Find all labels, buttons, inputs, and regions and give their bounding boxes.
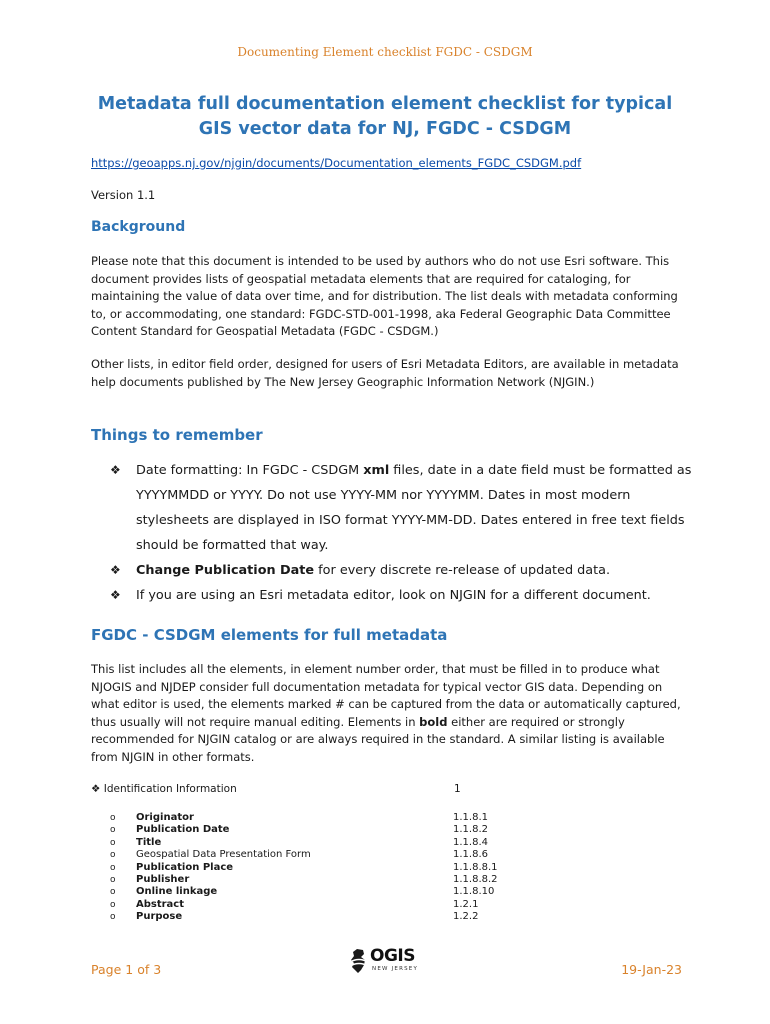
document-url-link[interactable]: https://geoapps.nj.gov/njgin/documents/Documentation_elements_FGDC_CSDGM.pdf — [91, 156, 582, 170]
background-heading: Background — [91, 219, 186, 235]
circle-bullet-icon: o — [110, 874, 116, 885]
list-item — [110, 583, 700, 608]
element-name: Publication Date — [136, 824, 230, 836]
list-item — [110, 558, 700, 583]
element-code: 1.1.8.4 — [453, 836, 488, 848]
circle-bullet-icon: o — [110, 887, 116, 898]
circle-bullet-icon: o — [110, 899, 116, 910]
fgdc-elements-paragraph — [91, 661, 691, 766]
element-name: Geospatial Data Presentation Form — [136, 849, 311, 861]
page-current: 1 — [125, 962, 134, 977]
circle-bullet-icon: o — [110, 862, 116, 873]
element-row — [110, 899, 530, 911]
bullet-bold-text: xml — [363, 463, 390, 478]
page-word: Page — [91, 962, 122, 977]
page-number — [91, 962, 161, 977]
identification-label-text: Identification Information — [103, 783, 237, 795]
element-name: Purpose — [136, 911, 183, 923]
version-label: Version 1.1 — [91, 188, 156, 202]
element-row — [110, 874, 530, 886]
element-code: 1.1.8.2 — [453, 824, 488, 836]
diamond-bullet-icon: ❖ — [110, 463, 121, 477]
ogis-logo — [348, 946, 420, 978]
element-code: 1.2.2 — [453, 911, 479, 923]
element-row — [110, 849, 530, 861]
element-row — [110, 862, 530, 874]
fgdc-elements-heading: FGDC - CSDGM elements for full metadata — [91, 626, 448, 644]
element-code: 1.1.8.8.1 — [453, 861, 498, 873]
identification-number: 1 — [454, 783, 461, 795]
circle-bullet-icon: o — [110, 850, 116, 861]
document-title: Metadata full documentation element checklist for typical GIS vector data for NJ, FGDC - CSDGM — [97, 94, 673, 139]
element-name: Online linkage — [136, 886, 218, 898]
logo-subtext: NEW JERSEY — [372, 966, 419, 972]
page-of-word: of — [137, 962, 150, 977]
element-name: Abstract — [136, 898, 185, 910]
paragraph-text: either are required or strongly recommended for NJGIN catalog or are always required in the standard. A similar listing is available from NJGIN in other formats. — [91, 714, 665, 764]
things-to-remember-heading: Things to remember — [91, 426, 263, 444]
element-list — [110, 812, 530, 924]
diamond-bullet-icon: ❖ — [110, 563, 121, 577]
bullet-text: for every discrete re-release of updated data. — [314, 563, 611, 578]
bullet-text: If you are using an Esri metadata editor, look on NJGIN for a different document. — [136, 588, 651, 603]
element-code: 1.1.8.1 — [453, 812, 488, 823]
element-name: Originator — [136, 812, 194, 823]
element-name: Publication Place — [136, 861, 234, 873]
things-to-remember-list — [110, 458, 700, 608]
nj-state-shape-icon — [348, 948, 370, 974]
circle-bullet-icon: o — [110, 837, 116, 848]
circle-bullet-icon: o — [110, 813, 116, 823]
element-row — [110, 812, 530, 824]
element-row — [110, 911, 530, 923]
diamond-bullet-icon: ❖ — [91, 783, 104, 795]
background-paragraph-1: Please note that this document is intended to be used by authors who do not use Esri software. This document provides lists of geospatial metadata elements that are required for cataloging, for maintaining the value of data over time, and for distribution. The list deals with metadata conforming to, or accommodating, one standard: FGDC-STD-001-1998, aka Federal Geographic Data Committee Content Standard for Geospatial Metadata (FGDC - CSDGM.) — [91, 254, 678, 338]
bullet-text: files, date in a date field must be formatted as YYYYMMDD or YYYY. Do not use YYYY-MM nor YYYYMM. Dates in most modern stylesheets are displayed in ISO format YYYY-MM-DD. Dates entered in free text fields should be formatted that way. — [136, 463, 692, 553]
element-code: 1.1.8.6 — [453, 849, 488, 861]
running-header: Documenting Element checklist FGDC - CSDGM — [237, 45, 533, 59]
element-code: 1.1.8.8.2 — [453, 873, 498, 885]
logo-text: OGIS — [370, 946, 415, 966]
page-total: 3 — [153, 962, 162, 977]
element-row — [110, 837, 530, 849]
element-code: 1.2.1 — [453, 898, 479, 910]
element-name: Publisher — [136, 873, 190, 885]
circle-bullet-icon: o — [110, 912, 116, 923]
circle-bullet-icon: o — [110, 825, 116, 836]
element-name: Title — [136, 836, 162, 848]
background-paragraph-2: Other lists, in editor field order, designed for users of Esri Metadata Editors, are available in metadata help documents published by The New Jersey Geographic Information Network (NJGIN.) — [91, 357, 679, 389]
identification-label — [91, 783, 237, 795]
element-code: 1.1.8.10 — [453, 886, 495, 898]
element-row — [110, 824, 530, 836]
list-item — [110, 458, 700, 558]
paragraph-text: This list includes all the elements, in element number order, that must be filled in to produce what NJOGIS and NJDEP consider full documentation metadata for typical vector GIS data. Depending on what editor is used, the elements marked # can be captured from the data or automatically captured, thus usually will not require manual editing. Elements in — [91, 662, 681, 729]
bullet-bold-text: Change Publication Date — [136, 563, 315, 578]
paragraph-bold-text: bold — [419, 714, 448, 729]
element-row — [110, 886, 530, 898]
bullet-text: Date formatting: In FGDC - CSDGM — [136, 463, 364, 478]
footer-date: 19-Jan-23 — [621, 962, 682, 977]
diamond-bullet-icon: ❖ — [110, 588, 121, 602]
